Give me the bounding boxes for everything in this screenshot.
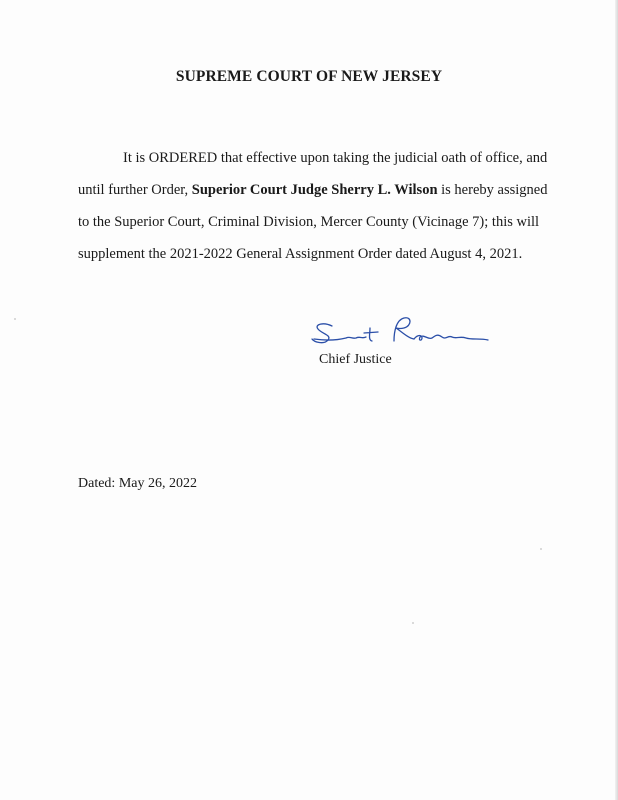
document-title: SUPREME COURT OF NEW JERSEY [175,68,443,85]
scan-speck [14,318,16,320]
scan-speck [540,548,542,550]
order-text-part2: is hereby assigned to the Superior Court, Criminal Division, Mercer County (Vicinage 7); this will supplement the 2021-2022 General Assignment Order dated August 4, 2021. [78,182,548,262]
order-paragraph [78,142,553,270]
order-body [78,142,553,270]
judge-name: Superior Court Judge Sherry L. Wilson [191,182,438,198]
order-text-part1: It is ORDERED that effective upon taking the judicial oath of office, and until further Order, [78,150,548,198]
scan-speck [412,622,414,624]
chief-justice-signature [308,314,508,356]
signatory-title: Chief Justice [319,352,392,367]
dated-line: Dated: May 26, 2022 [78,476,197,491]
